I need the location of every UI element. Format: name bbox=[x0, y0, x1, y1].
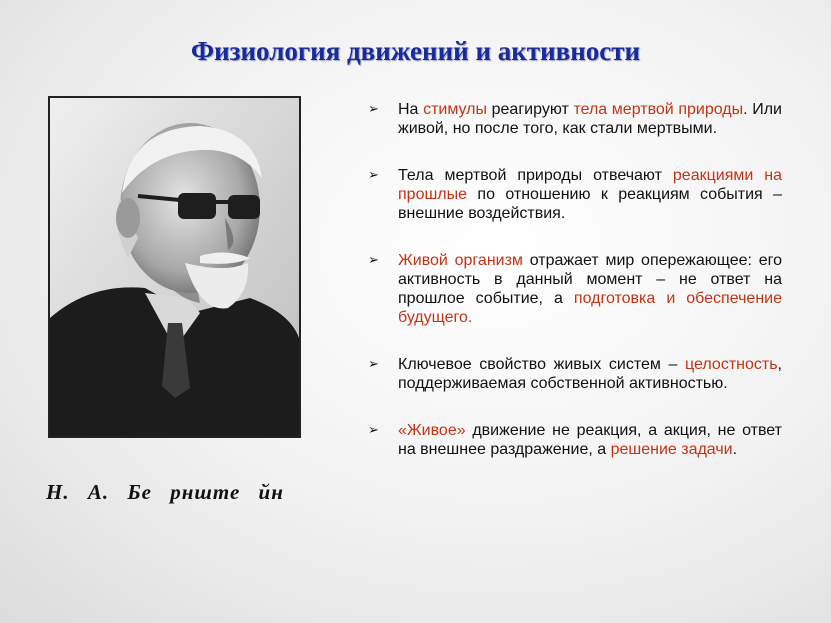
bullet-item bbox=[368, 166, 782, 223]
plain-text: На bbox=[398, 101, 424, 118]
bullet-text bbox=[398, 252, 782, 326]
arrow-bullet-icon: ➢ bbox=[368, 252, 379, 267]
plain-text: по отношению к реакциям события – внешние воздействия. bbox=[398, 186, 782, 222]
highlighted-text: подготовка и обеспечение будущего. bbox=[398, 290, 782, 326]
plain-text: , поддерживаемая собственной активностью. bbox=[398, 356, 782, 392]
arrow-bullet-icon: ➢ bbox=[368, 167, 379, 182]
bullet-text bbox=[398, 356, 782, 392]
arrow-bullet-icon: ➢ bbox=[368, 101, 379, 116]
highlighted-text: целостность bbox=[685, 356, 778, 373]
highlighted-text: Живой организм bbox=[398, 252, 523, 269]
portrait-photo bbox=[48, 96, 301, 438]
plain-text: . Или живой, но после того, как стали мертвыми. bbox=[398, 101, 782, 137]
highlighted-text: стимулы bbox=[423, 101, 488, 118]
highlighted-text: «Живое» bbox=[398, 422, 466, 439]
bullet-item bbox=[368, 421, 782, 459]
portrait-caption: Н. А. Бе рнште йн bbox=[46, 480, 284, 504]
plain-text: реагируют bbox=[487, 101, 574, 118]
plain-text: . bbox=[732, 441, 738, 458]
portrait-image bbox=[50, 98, 299, 436]
highlighted-text: решение задачи bbox=[610, 441, 733, 458]
bullet-text bbox=[398, 167, 782, 222]
bullet-text bbox=[398, 101, 782, 137]
slide-title: Физиология движений и активности bbox=[190, 36, 641, 66]
plain-text: отражает мир опережающее: его активность в данный момент – не ответ на прошлое событие, а bbox=[398, 252, 782, 307]
plain-text: Ключевое свойство живых систем – bbox=[398, 356, 686, 373]
arrow-bullet-icon: ➢ bbox=[368, 356, 379, 371]
plain-text: Тела мертвой природы отвечают bbox=[398, 167, 673, 184]
highlighted-text: реакциями на прошлые bbox=[398, 167, 783, 203]
bullet-list bbox=[368, 100, 782, 487]
bullet-item bbox=[368, 355, 782, 393]
plain-text: движение не реакция, а акция, не ответ на внешнее раздражение, а bbox=[398, 422, 782, 458]
bullet-item bbox=[368, 100, 782, 138]
highlighted-text: тела мертвой природы bbox=[573, 101, 744, 118]
bullet-item bbox=[368, 251, 782, 327]
arrow-bullet-icon: ➢ bbox=[368, 422, 379, 437]
bullet-text bbox=[398, 422, 782, 458]
